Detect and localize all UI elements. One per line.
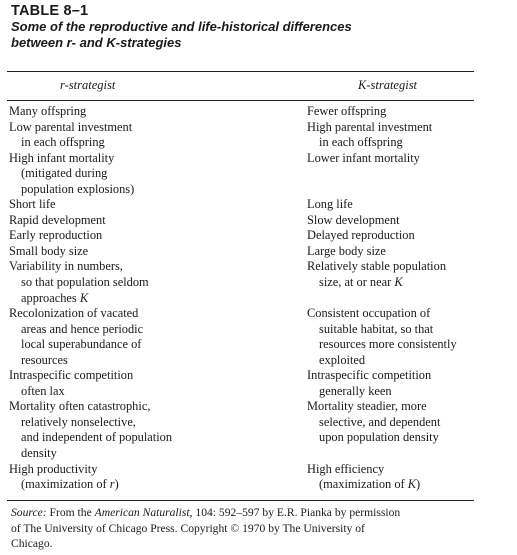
bottom-rule bbox=[7, 500, 474, 501]
k-line: High efficiency bbox=[307, 461, 385, 476]
source-note bbox=[11, 505, 511, 552]
k-line: Slow development bbox=[307, 212, 400, 227]
r-line: Rapid development bbox=[9, 212, 106, 227]
source-journal: American Naturalist, bbox=[94, 506, 193, 519]
caption-line: Some of the reproductive and life-historical differences bbox=[11, 19, 352, 34]
source-label: Source: bbox=[11, 506, 47, 519]
header-rule bbox=[7, 100, 474, 101]
r-line: Recolonization of vacated bbox=[9, 306, 139, 321]
r-line: Intraspecific competition bbox=[9, 368, 134, 383]
k-strategist-column bbox=[307, 104, 507, 493]
k-line: resources more consistently bbox=[319, 337, 457, 352]
r-line: High infant mortality bbox=[9, 150, 115, 165]
r-line: approaches K bbox=[21, 290, 89, 305]
source-line: of The University of Chicago Press. Copyright © 1970 by The University of bbox=[11, 521, 365, 535]
k-line bbox=[307, 291, 507, 307]
r-line: and independent of population bbox=[21, 430, 173, 445]
source-text: 104: 592–597 by E.R. Pianka by permission bbox=[192, 506, 401, 519]
r-line: Short life bbox=[9, 197, 56, 212]
k-line bbox=[307, 166, 507, 182]
r-line: (maximization of r) bbox=[21, 477, 119, 492]
r-line: population explosions) bbox=[21, 181, 135, 196]
k-line: Consistent occupation of bbox=[307, 306, 431, 321]
table-label: TABLE 8–1 bbox=[11, 3, 89, 19]
r-line: local superabundance of bbox=[21, 337, 142, 352]
k-line: Long life bbox=[307, 197, 353, 212]
r-line: Low parental investment bbox=[9, 119, 133, 134]
r-line: often lax bbox=[21, 383, 65, 398]
k-line: upon population density bbox=[319, 430, 439, 445]
k-line: selective, and dependent bbox=[319, 414, 441, 429]
caption-line: between r- and K-strategies bbox=[11, 34, 182, 50]
k-line: size, at or near K bbox=[319, 275, 403, 290]
k-line: Large body size bbox=[307, 243, 386, 258]
k-line: Mortality steadier, more bbox=[307, 399, 427, 414]
k-line bbox=[307, 182, 507, 198]
k-line: generally keen bbox=[319, 383, 392, 398]
r-line: Small body size bbox=[9, 243, 89, 258]
r-line: relatively nonselective, bbox=[21, 414, 136, 429]
source-line bbox=[11, 505, 511, 521]
column-header-r-strategist: r-strategist bbox=[60, 78, 116, 92]
k-line: Fewer offspring bbox=[307, 104, 387, 118]
k-line bbox=[307, 446, 507, 462]
r-line: Many offspring bbox=[9, 104, 87, 118]
k-line: exploited bbox=[319, 352, 366, 367]
k-line: (maximization of K) bbox=[319, 477, 421, 492]
table-caption bbox=[11, 19, 451, 50]
r-line: in each offspring bbox=[21, 135, 105, 150]
k-line: High parental investment bbox=[307, 119, 433, 134]
r-line: Variability in numbers, bbox=[9, 259, 123, 274]
source-line: Chicago. bbox=[11, 537, 53, 550]
r-line: Early reproduction bbox=[9, 228, 103, 243]
r-line: (mitigated during bbox=[21, 166, 108, 181]
r-line: High productivity bbox=[9, 461, 98, 476]
source-text: From the bbox=[46, 506, 95, 519]
k-line: Intraspecific competition bbox=[307, 368, 432, 383]
k-line: suitable habitat, so that bbox=[319, 321, 434, 336]
r-line: areas and hence periodic bbox=[21, 321, 144, 336]
r-line: density bbox=[21, 446, 57, 461]
top-rule bbox=[7, 71, 474, 72]
k-line: Lower infant mortality bbox=[307, 150, 420, 165]
r-line: so that population seldom bbox=[21, 275, 149, 290]
r-line: resources bbox=[21, 352, 68, 367]
k-line: in each offspring bbox=[319, 135, 403, 150]
r-strategist-column bbox=[9, 104, 299, 493]
k-line: Delayed reproduction bbox=[307, 228, 415, 243]
r-line: Mortality often catastrophic, bbox=[9, 399, 151, 414]
k-line: Relatively stable population bbox=[307, 259, 447, 274]
column-header-k-strategist: K-strategist bbox=[358, 78, 418, 92]
